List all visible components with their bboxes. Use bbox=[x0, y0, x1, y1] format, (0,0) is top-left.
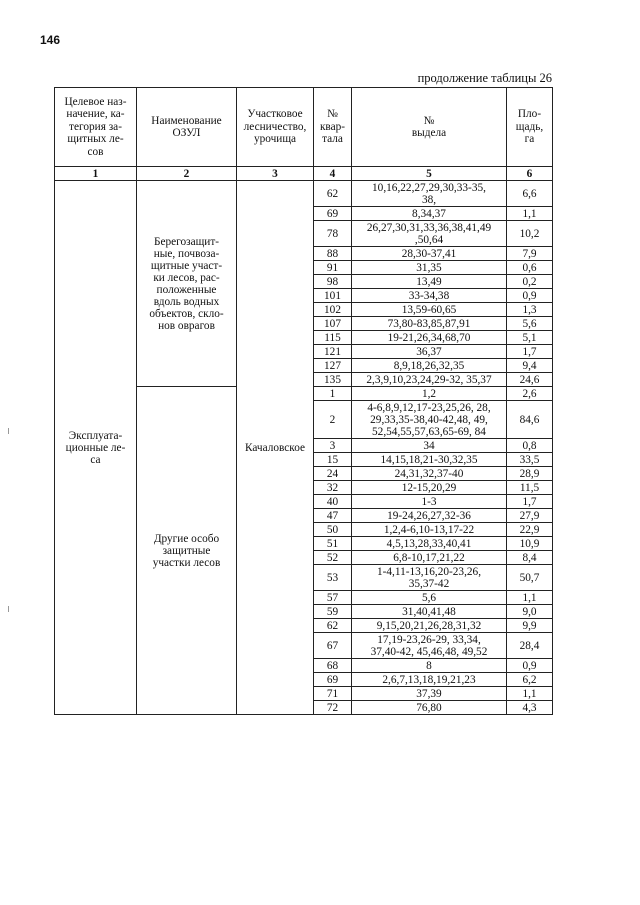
quarter-cell: 40 bbox=[314, 495, 352, 509]
area-cell: 9,0 bbox=[507, 605, 553, 619]
scan-margin-mark bbox=[8, 428, 9, 434]
plots-cell: 14,15,18,21-30,32,35 bbox=[352, 453, 507, 467]
quarter-cell: 71 bbox=[314, 687, 352, 701]
area-cell: 50,7 bbox=[507, 565, 553, 591]
plots-cell: 8,34,37 bbox=[352, 207, 507, 221]
plots-cell: 13,59-60,65 bbox=[352, 303, 507, 317]
ozul-cell-shore-protective: Берегозащит- ные, почвоза- щитные участ- ки лесов, рас- положенные вдоль водных объектов, скло- нов оврагов bbox=[137, 181, 237, 387]
quarter-cell: 107 bbox=[314, 317, 352, 331]
table-continuation-caption: продолжение таблицы 26 bbox=[417, 71, 552, 85]
plots-cell: 1,2,4-6,10-13,17-22 bbox=[352, 523, 507, 537]
quarter-cell: 62 bbox=[314, 619, 352, 633]
quarter-cell: 32 bbox=[314, 481, 352, 495]
area-cell: 0,6 bbox=[507, 261, 553, 275]
area-cell: 1,7 bbox=[507, 345, 553, 359]
header-quarter: № квар- тала bbox=[314, 88, 352, 167]
area-cell: 0,9 bbox=[507, 289, 553, 303]
quarter-cell: 121 bbox=[314, 345, 352, 359]
plots-cell: 34 bbox=[352, 439, 507, 453]
quarter-cell: 24 bbox=[314, 467, 352, 481]
area-cell: 1,3 bbox=[507, 303, 553, 317]
plots-cell: 4-6,8,9,12,17-23,25,26, 28, 29,33,35-38,40-42,48, 49, 52,54,55,57,63,65-69, 84 bbox=[352, 401, 507, 439]
plots-cell: 76,80 bbox=[352, 701, 507, 715]
quarter-cell: 88 bbox=[314, 247, 352, 261]
area-cell: 1,1 bbox=[507, 207, 553, 221]
plots-cell: 1-4,11-13,16,20-23,26, 35,37-42 bbox=[352, 565, 507, 591]
plots-cell: 12-15,20,29 bbox=[352, 481, 507, 495]
area-cell: 33,5 bbox=[507, 453, 553, 467]
quarter-cell: 78 bbox=[314, 221, 352, 247]
area-cell: 7,9 bbox=[507, 247, 553, 261]
plots-cell: 31,40,41,48 bbox=[352, 605, 507, 619]
quarter-cell: 53 bbox=[314, 565, 352, 591]
area-cell: 9,9 bbox=[507, 619, 553, 633]
quarter-cell: 50 bbox=[314, 523, 352, 537]
plots-cell: 10,16,22,27,29,30,33-35, 38, bbox=[352, 181, 507, 207]
plots-cell: 1,2 bbox=[352, 387, 507, 401]
header-category: Целевое наз- начение, ка- тегория за- щитных ле- сов bbox=[55, 88, 137, 167]
area-cell: 9,4 bbox=[507, 359, 553, 373]
plots-cell: 8,9,18,26,32,35 bbox=[352, 359, 507, 373]
quarter-cell: 91 bbox=[314, 261, 352, 275]
area-cell: 0,9 bbox=[507, 659, 553, 673]
area-cell: 1,1 bbox=[507, 591, 553, 605]
column-number: 1 bbox=[55, 167, 137, 181]
area-cell: 24,6 bbox=[507, 373, 553, 387]
column-number: 3 bbox=[237, 167, 314, 181]
plots-cell: 28,30-37,41 bbox=[352, 247, 507, 261]
plots-cell: 26,27,30,31,33,36,38,41,49 ,50,64 bbox=[352, 221, 507, 247]
plots-cell: 2,3,9,10,23,24,29-32, 35,37 bbox=[352, 373, 507, 387]
plots-cell: 5,6 bbox=[352, 591, 507, 605]
protected-forest-table bbox=[54, 87, 553, 715]
plots-cell: 19-21,26,34,68,70 bbox=[352, 331, 507, 345]
area-cell: 28,9 bbox=[507, 467, 553, 481]
area-cell: 6,2 bbox=[507, 673, 553, 687]
plots-cell: 9,15,20,21,26,28,31,32 bbox=[352, 619, 507, 633]
column-number: 5 bbox=[352, 167, 507, 181]
plots-cell: 8 bbox=[352, 659, 507, 673]
plots-cell: 33-34,38 bbox=[352, 289, 507, 303]
quarter-cell: 57 bbox=[314, 591, 352, 605]
scan-margin-mark bbox=[8, 606, 9, 612]
header-plots: № выдела bbox=[352, 88, 507, 167]
area-cell: 5,6 bbox=[507, 317, 553, 331]
plots-cell: 37,39 bbox=[352, 687, 507, 701]
quarter-cell: 67 bbox=[314, 633, 352, 659]
area-cell: 28,4 bbox=[507, 633, 553, 659]
quarter-cell: 101 bbox=[314, 289, 352, 303]
quarter-cell: 2 bbox=[314, 401, 352, 439]
table-row bbox=[55, 181, 553, 207]
header-area: Пло- щадь, га bbox=[507, 88, 553, 167]
area-cell: 11,5 bbox=[507, 481, 553, 495]
quarter-cell: 1 bbox=[314, 387, 352, 401]
plots-cell: 31,35 bbox=[352, 261, 507, 275]
quarter-cell: 102 bbox=[314, 303, 352, 317]
area-cell: 0,2 bbox=[507, 275, 553, 289]
category-cell: Эксплуата- ционные ле- са bbox=[55, 181, 137, 715]
quarter-cell: 115 bbox=[314, 331, 352, 345]
quarter-cell: 51 bbox=[314, 537, 352, 551]
area-cell: 10,9 bbox=[507, 537, 553, 551]
area-cell: 4,3 bbox=[507, 701, 553, 715]
plots-cell: 73,80-83,85,87,91 bbox=[352, 317, 507, 331]
quarter-cell: 98 bbox=[314, 275, 352, 289]
quarter-cell: 69 bbox=[314, 673, 352, 687]
quarter-cell: 3 bbox=[314, 439, 352, 453]
quarter-cell: 68 bbox=[314, 659, 352, 673]
area-cell: 5,1 bbox=[507, 331, 553, 345]
area-cell: 0,8 bbox=[507, 439, 553, 453]
area-cell: 1,1 bbox=[507, 687, 553, 701]
plots-cell: 4,5,13,28,33,40,41 bbox=[352, 537, 507, 551]
header-ozul: Наименование ОЗУЛ bbox=[137, 88, 237, 167]
plots-cell: 36,37 bbox=[352, 345, 507, 359]
quarter-cell: 135 bbox=[314, 373, 352, 387]
area-cell: 6,6 bbox=[507, 181, 553, 207]
quarter-cell: 72 bbox=[314, 701, 352, 715]
column-number: 2 bbox=[137, 167, 237, 181]
page-number: 146 bbox=[40, 33, 61, 47]
plots-cell: 17,19-23,26-29, 33,34, 37,40-42, 45,46,48, 49,52 bbox=[352, 633, 507, 659]
quarter-cell: 69 bbox=[314, 207, 352, 221]
area-cell: 10,2 bbox=[507, 221, 553, 247]
quarter-cell: 47 bbox=[314, 509, 352, 523]
header-forestry: Участковое лесничество, урочища bbox=[237, 88, 314, 167]
plots-cell: 6,8-10,17,21,22 bbox=[352, 551, 507, 565]
area-cell: 84,6 bbox=[507, 401, 553, 439]
area-cell: 8,4 bbox=[507, 551, 553, 565]
column-number: 4 bbox=[314, 167, 352, 181]
plots-cell: 1-3 bbox=[352, 495, 507, 509]
ozul-cell-other-protected: Другие особо защитные участки лесов bbox=[137, 387, 237, 715]
area-cell: 1,7 bbox=[507, 495, 553, 509]
forestry-cell: Качаловское bbox=[237, 181, 314, 715]
quarter-cell: 59 bbox=[314, 605, 352, 619]
plots-cell: 13,49 bbox=[352, 275, 507, 289]
quarter-cell: 127 bbox=[314, 359, 352, 373]
column-number: 6 bbox=[507, 167, 553, 181]
area-cell: 22,9 bbox=[507, 523, 553, 537]
plots-cell: 2,6,7,13,18,19,21,23 bbox=[352, 673, 507, 687]
quarter-cell: 15 bbox=[314, 453, 352, 467]
area-cell: 2,6 bbox=[507, 387, 553, 401]
area-cell: 27,9 bbox=[507, 509, 553, 523]
plots-cell: 24,31,32,37-40 bbox=[352, 467, 507, 481]
plots-cell: 19-24,26,27,32-36 bbox=[352, 509, 507, 523]
quarter-cell: 62 bbox=[314, 181, 352, 207]
quarter-cell: 52 bbox=[314, 551, 352, 565]
